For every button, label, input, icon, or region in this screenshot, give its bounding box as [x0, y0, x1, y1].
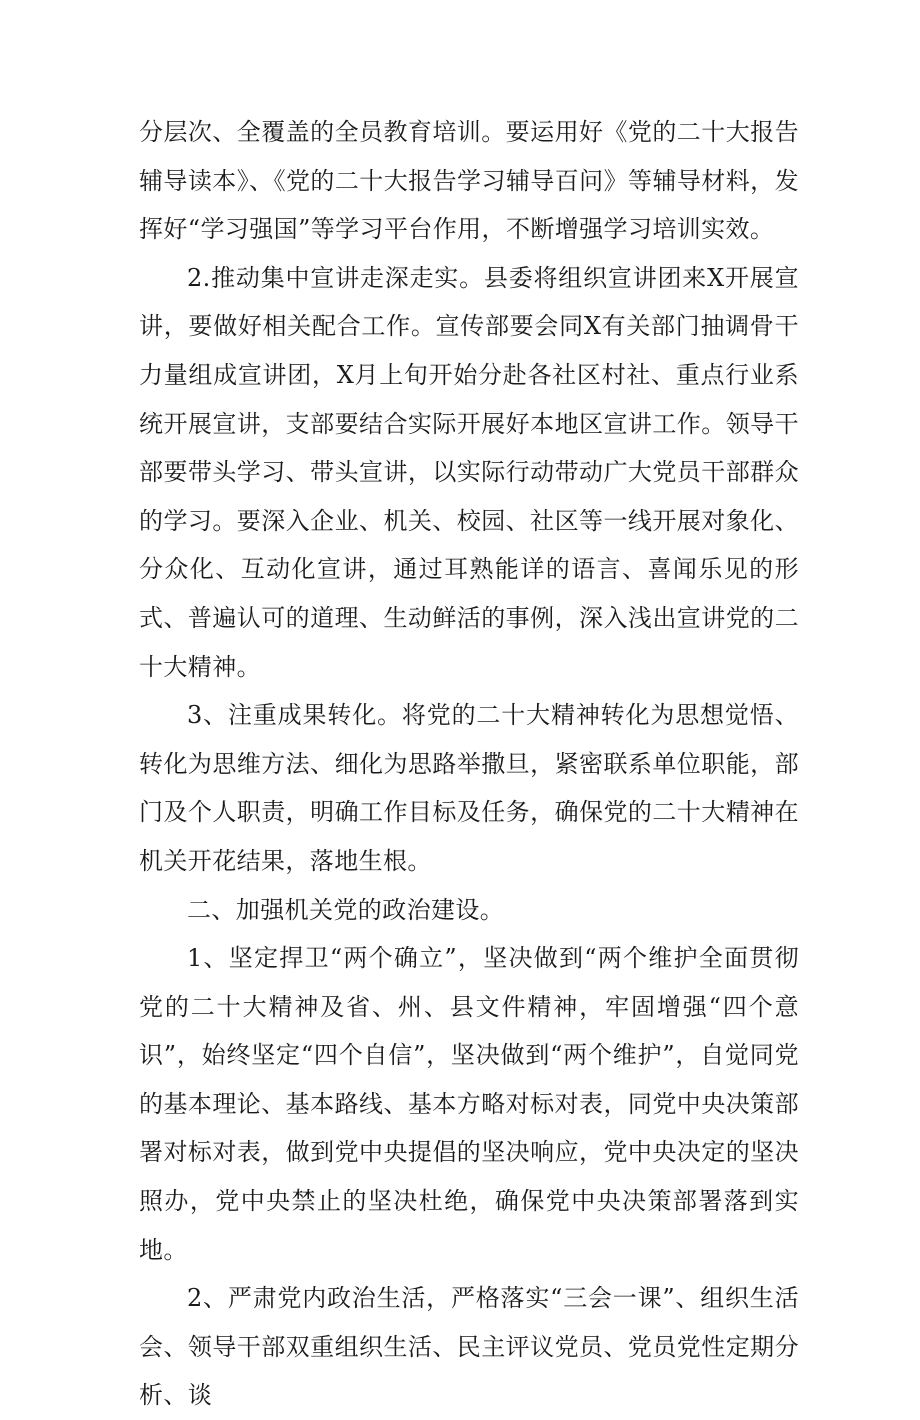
- paragraph-two-establishments: 1、坚定捍卫“两个确立”，坚决做到“两个维护全面贯彻党的二十大精神及省、州、县文件精神，牢固增强“四个意识”，始终坚定“四个自信”，坚决做到“两个维护”，自觉同党的基本理论、基本路线、基本方略对标对表，同党中央决策部署对标对表，做到党中央提倡的坚决响应，党中央决定的坚决照办，党中央禁止的坚决杜绝，确保党中央决策部署落到实地。: [139, 944, 799, 1264]
- document-body: [139, 108, 799, 1420]
- paragraph-continued: 分层次、全覆盖的全员教育培训。要运用好《党的二十大报告辅导读本》、《党的二十大报告学习辅导百问》等辅导材料，发挥好“学习强国”等学习平台作用，不断增强学习培训实效。: [139, 118, 799, 244]
- paragraph-result-transformation: 3、注重成果转化。将党的二十大精神转化为思想觉悟、转化为思维方法、细化为思路举撒旦，紧密联系单位职能，部门及个人职责，明确工作目标及任务，确保党的二十大精神在机关开花结果，落地生根。: [139, 701, 799, 875]
- paragraph-party-political-life: 2、严肃党内政治生活，严格落实“三会一课”、组织生活会、领导干部双重组织生活、民主评议党员、党员党性定期分析、谈: [139, 1284, 799, 1410]
- paragraph-promote-lectures: 2.推动集中宣讲走深走实。县委将组织宣讲团来X开展宣讲，要做好相关配合工作。宣传部要会同X有关部门抽调骨干力量组成宣讲团，X月上旬开始分赴各社区村社、重点行业系统开展宣讲，支部要结合实际开展好本地区宣讲工作。领导干部要带头学习、带头宣讲，以实际行动带动广大党员干部群众的学习。要深入企业、机关、校园、社区等一线开展对象化、分众化、互动化宣讲，通过耳熟能详的语言、喜闻乐见的形式、普遍认可的道理、生动鲜活的事例，深入浅出宣讲党的二十大精神。: [139, 263, 799, 681]
- section-heading: 二、加强机关党的政治建设。: [187, 895, 505, 924]
